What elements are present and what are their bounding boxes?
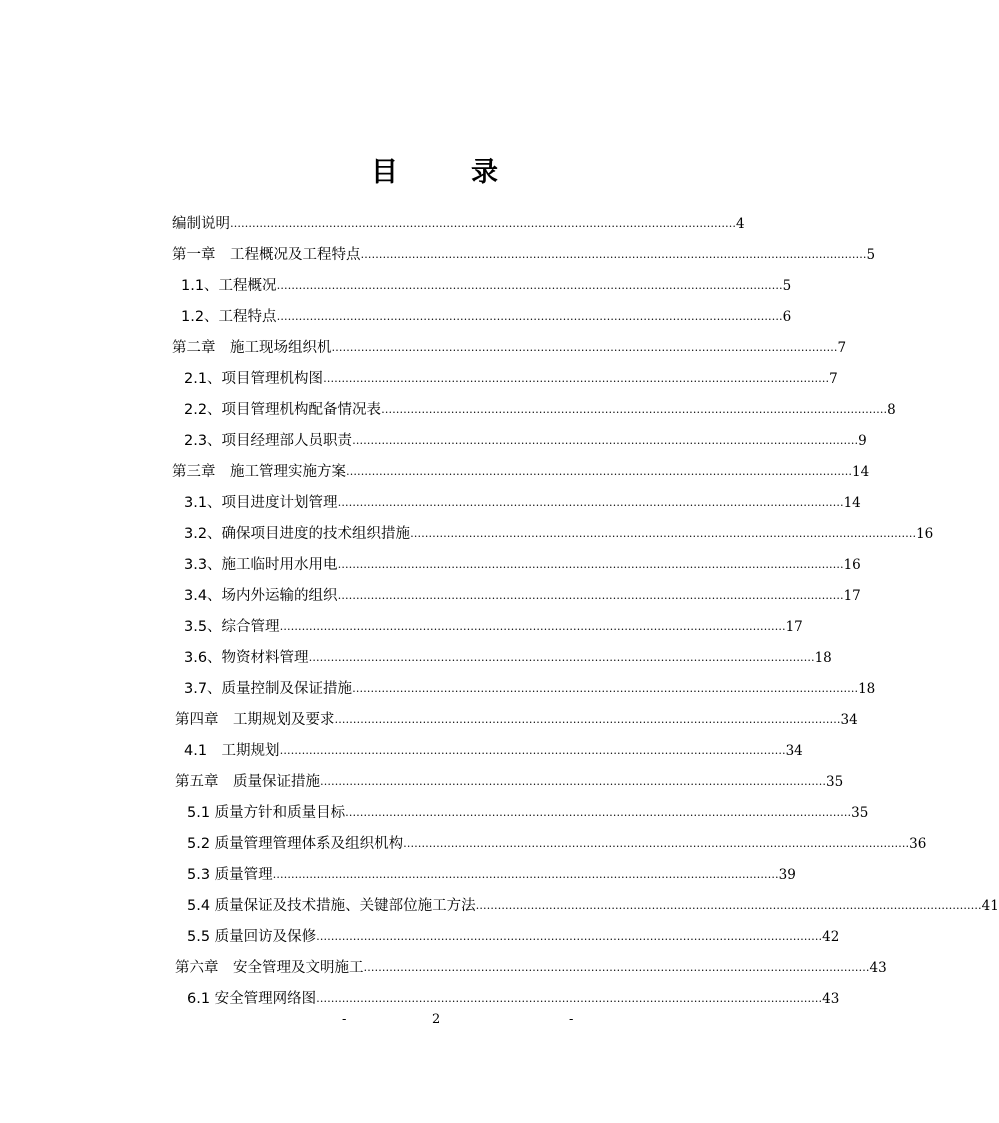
toc-entry-label: 5.2 质量管理管理体系及组织机构 (187, 836, 404, 852)
toc-entry[interactable] (184, 361, 838, 389)
toc-leader-dots: ………………………………………………………………………………………………………………………… (352, 434, 859, 447)
toc-entry[interactable] (184, 671, 876, 699)
toc-entry-label: 5.3 质量管理 (187, 867, 273, 883)
toc-entry[interactable] (187, 981, 840, 1009)
toc-entry[interactable] (184, 578, 861, 606)
toc-entry[interactable] (187, 888, 999, 916)
toc-entry[interactable] (187, 795, 869, 823)
toc-entry[interactable] (175, 764, 844, 792)
toc-entry-label: 2.3、项目经理部人员职责 (184, 433, 353, 449)
toc-leader-dots: ………………………………………………………………………………………………………………………… (331, 341, 838, 354)
toc-leader-dots: ………………………………………………………………………………………………………………………… (403, 837, 910, 850)
toc-entry-page: 18 (814, 650, 832, 666)
toc-entry-label: 第一章 工程概况及工程特点 (172, 247, 361, 263)
toc-entry[interactable] (172, 454, 870, 482)
toc-entry-label: 第四章 工期规划及要求 (175, 712, 335, 728)
toc-entry-label: 3.5、综合管理 (184, 619, 280, 635)
toc-entry[interactable] (187, 826, 927, 854)
toc-entry-label: 3.3、施工临时用水用电 (184, 557, 338, 573)
toc-entry-label: 1.1、工程概况 (181, 278, 277, 294)
toc-entry-page: 35 (851, 805, 869, 821)
toc-leader-dots: ………………………………………………………………………………………………………………………… (316, 992, 823, 1005)
toc-leader-dots: ………………………………………………………………………………………………………………………… (381, 403, 888, 416)
toc-leader-dots: ………………………………………………………………………………………………………………………… (337, 589, 844, 602)
toc-entry-page: 16 (843, 557, 861, 573)
toc-leader-dots: ………………………………………………………………………………………………………………………… (320, 775, 826, 788)
toc-entry[interactable] (184, 423, 867, 451)
toc-entry-page: 14 (843, 495, 861, 511)
toc-entry-page: 34 (840, 712, 858, 728)
toc-leader-dots: ………………………………………………………………………………………………………………………… (276, 310, 783, 323)
toc-entry-page: 8 (887, 402, 896, 418)
toc-entry-label: 3.2、确保项目进度的技术组织措施 (184, 526, 411, 542)
toc-entry-label: 第三章 施工管理实施方案 (172, 464, 346, 480)
toc-entry-label: 6.1 安全管理网络图 (187, 991, 317, 1007)
toc-entry-page: 43 (869, 960, 887, 976)
toc-entry-page: 34 (785, 743, 803, 759)
footer-left-mark: - (342, 1012, 347, 1027)
toc-leader-dots: ………………………………………………………………………………………………………………………… (337, 496, 844, 509)
toc-entry[interactable] (184, 609, 803, 637)
toc-entry-page: 9 (858, 433, 867, 449)
toc-entry-label: 第五章 质量保证措施 (175, 774, 320, 790)
toc-leader-dots: ………………………………………………………………………………………………………………………… (337, 558, 844, 571)
toc-entry[interactable] (184, 485, 861, 513)
toc-entry-page: 16 (916, 526, 934, 542)
toc-entry-page: 7 (829, 371, 838, 387)
footer-right-mark: - (569, 1012, 574, 1027)
toc-leader-dots: ………………………………………………………………………………………………………………………… (346, 465, 852, 478)
toc-entry-page: 17 (843, 588, 861, 604)
toc-entry-page: 35 (826, 774, 844, 790)
page-footer (0, 1012, 794, 1032)
toc-leader-dots: ………………………………………………………………………………………………………………………… (230, 217, 736, 230)
toc-entry[interactable] (187, 919, 840, 947)
toc-entry-page: 36 (909, 836, 927, 852)
toc-entry[interactable] (175, 702, 858, 730)
toc-entry[interactable] (187, 857, 796, 885)
toc-entry-page: 43 (822, 991, 840, 1007)
toc-leader-dots: ………………………………………………………………………………………………………………………… (279, 744, 786, 757)
toc-entry-label: 2.2、项目管理机构配备情况表 (184, 402, 382, 418)
toc-leader-dots: ………………………………………………………………………………………………………………………… (410, 527, 917, 540)
toc-entry-page: 17 (785, 619, 803, 635)
toc-entry[interactable] (172, 206, 745, 234)
toc-entry-label: 5.5 质量回访及保修 (187, 929, 317, 945)
toc-entry-label: 5.4 质量保证及技术措施、关键部位施工方法 (187, 898, 476, 914)
toc-entry[interactable] (181, 299, 792, 327)
toc-entry-label: 3.4、场内外运输的组织 (184, 588, 338, 604)
toc-entry[interactable] (172, 237, 876, 265)
toc-entry-page: 39 (778, 867, 796, 883)
toc-leader-dots: ………………………………………………………………………………………………………………………… (276, 279, 783, 292)
page-number: 2 (432, 1012, 441, 1027)
toc-entry[interactable] (172, 330, 847, 358)
toc-entry-label: 5.1 质量方针和质量目标 (187, 805, 346, 821)
toc-entry[interactable] (184, 516, 934, 544)
toc-leader-dots: ………………………………………………………………………………………………………………………… (316, 930, 823, 943)
toc-entry-label: 3.7、质量控制及保证措施 (184, 681, 353, 697)
toc-entry-label: 3.6、物资材料管理 (184, 650, 309, 666)
toc-entry-page: 14 (852, 464, 870, 480)
toc-entry-page: 5 (866, 247, 876, 263)
toc-leader-dots: ………………………………………………………………………………………………………………………… (475, 899, 982, 912)
toc-leader-dots: ………………………………………………………………………………………………………………………… (323, 372, 830, 385)
toc-entry-label: 1.2、工程特点 (181, 309, 277, 325)
toc-entry-page: 7 (837, 340, 847, 356)
toc-title (0, 153, 794, 193)
toc-entry[interactable] (181, 268, 792, 296)
toc-title-char-2: 录 (471, 157, 498, 188)
toc-entry-label: 编制说明 (172, 216, 230, 232)
toc-leader-dots: ………………………………………………………………………………………………………………………… (360, 248, 867, 261)
toc-entry-page: 18 (858, 681, 876, 697)
toc-entry[interactable] (175, 950, 887, 978)
toc-leader-dots: ………………………………………………………………………………………………………………………… (272, 868, 779, 881)
toc-entry[interactable] (184, 640, 832, 668)
toc-entry-label: 3.1、项目进度计划管理 (184, 495, 338, 511)
toc-entry-page: 6 (782, 309, 792, 325)
toc-entry-label: 第六章 安全管理及文明施工 (175, 960, 364, 976)
toc-leader-dots: ………………………………………………………………………………………………………………………… (334, 713, 841, 726)
toc-title-char-1: 目 (371, 157, 398, 188)
toc-entry[interactable] (184, 392, 896, 420)
toc-leader-dots: ………………………………………………………………………………………………………………………… (279, 620, 786, 633)
toc-entry-page: 41 (981, 898, 999, 914)
toc-entry[interactable] (184, 547, 861, 575)
toc-entry[interactable] (184, 733, 803, 761)
toc-entry-label: 4.1 工期规划 (184, 743, 280, 759)
toc-entry-page: 4 (736, 216, 745, 232)
toc-leader-dots: ………………………………………………………………………………………………………………………… (345, 806, 852, 819)
toc-entry-label: 2.1、项目管理机构图 (184, 371, 324, 387)
toc-entry-page: 42 (822, 929, 840, 945)
toc-leader-dots: ………………………………………………………………………………………………………………………… (363, 961, 870, 974)
toc-leader-dots: ………………………………………………………………………………………………………………………… (308, 651, 815, 664)
toc-leader-dots: ………………………………………………………………………………………………………………………… (352, 682, 859, 695)
toc-entry-page: 5 (782, 278, 792, 294)
toc-entry-label: 第二章 施工现场组织机 (172, 340, 332, 356)
